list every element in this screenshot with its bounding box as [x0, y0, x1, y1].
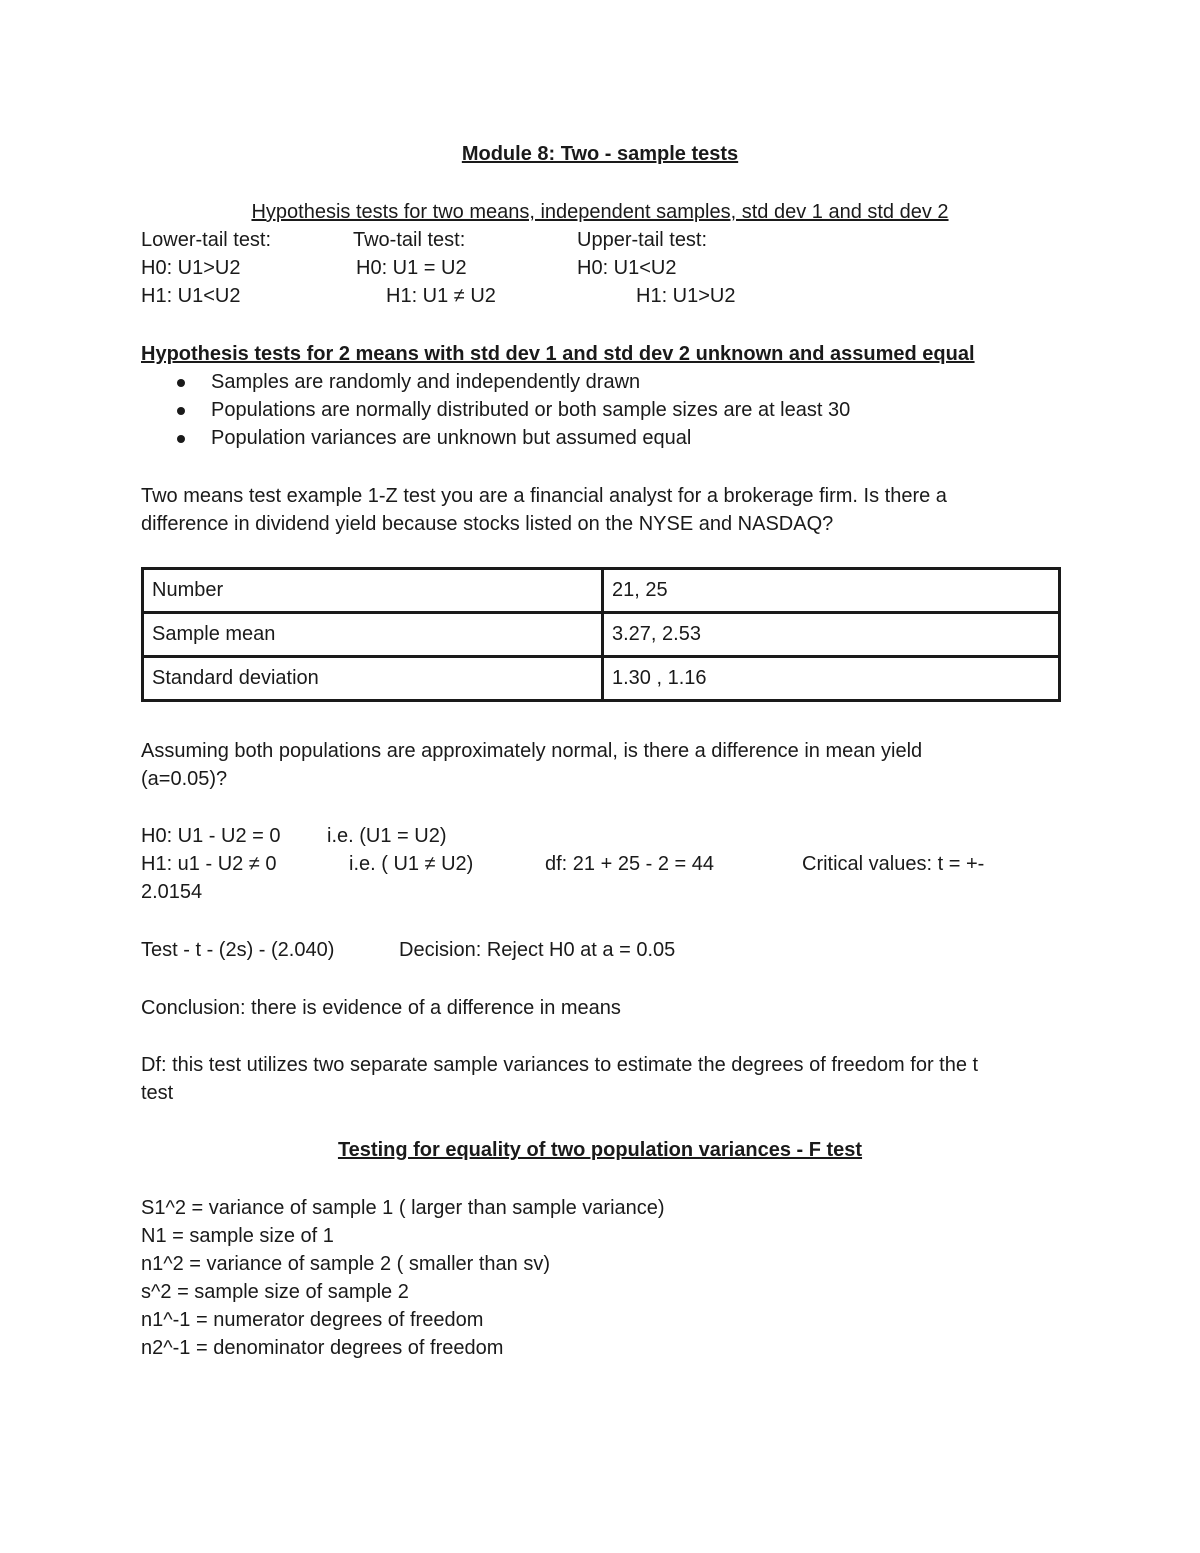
definition-line: n1^2 = variance of sample 2 ( smaller than sv) — [141, 1253, 551, 1275]
degrees-of-freedom: df: 21 + 25 - 2 = 44 — [545, 853, 715, 875]
bullet-icon — [177, 379, 185, 387]
two-tail-h1: H1: U1 ≠ U2 — [386, 285, 496, 307]
test-statistic: Test - t - (2s) - (2.040) — [141, 939, 335, 961]
df-note-line: test — [141, 1082, 174, 1104]
df-note-line: Df: this test utilizes two separate sample variances to estimate the degrees of freedom for the t — [141, 1054, 979, 1076]
bullet-item: Population variances are unknown but assumed equal — [211, 427, 692, 449]
lower-tail-h1: H1: U1<U2 — [141, 285, 241, 307]
table-row — [143, 657, 1060, 701]
table-row — [143, 613, 1060, 657]
page-title: Module 8: Two - sample tests — [461, 143, 739, 165]
table-row — [143, 569, 1060, 613]
bullet-item: Samples are randomly and independently drawn — [211, 371, 641, 393]
definition-line: n2^-1 = denominator degrees of freedom — [141, 1337, 504, 1359]
subtitle: Hypothesis tests for two means, independent samples, std dev 1 and std dev 2 — [251, 201, 949, 223]
table-cell-value: 21, 25 — [603, 569, 1060, 613]
lower-tail-label: Lower-tail test: — [141, 229, 272, 251]
question-line: Assuming both populations are approximately normal, is there a difference in mean yield — [141, 740, 923, 762]
section-heading-two-means: Hypothesis tests for 2 means with std dev 1 and std dev 2 unknown and assumed equal — [141, 343, 975, 365]
table-cell-value: 1.30 , 1.16 — [603, 657, 1060, 701]
bullet-icon — [177, 435, 185, 443]
upper-tail-h1: H1: U1>U2 — [636, 285, 736, 307]
decision: Decision: Reject H0 at a = 0.05 — [399, 939, 676, 961]
h1-statement: H1: u1 - U2 ≠ 0 — [141, 853, 277, 875]
two-tail-label: Two-tail test: — [353, 229, 466, 251]
bullet-item: Populations are normally distributed or both sample sizes are at least 30 — [211, 399, 851, 421]
conclusion: Conclusion: there is evidence of a difference in means — [141, 997, 621, 1019]
h0-statement: H0: U1 - U2 = 0 — [141, 825, 281, 847]
sample-statistics-table — [141, 567, 1061, 702]
h1-ie: i.e. ( U1 ≠ U2) — [349, 853, 474, 875]
example-intro-line: difference in dividend yield because stocks listed on the NYSE and NASDAQ? — [141, 513, 834, 535]
section-heading-f-test: Testing for equality of two population variances - F test — [337, 1139, 863, 1161]
example-intro-line: Two means test example 1-Z test you are a financial analyst for a brokerage firm. Is there a — [141, 485, 947, 507]
bullet-icon — [177, 407, 185, 415]
upper-tail-label: Upper-tail test: — [577, 229, 708, 251]
table-cell-value: 3.27, 2.53 — [603, 613, 1060, 657]
question-line: (a=0.05)? — [141, 768, 228, 790]
lower-tail-h0: H0: U1>U2 — [141, 257, 241, 279]
definition-line: n1^-1 = numerator degrees of freedom — [141, 1309, 484, 1331]
definition-line: N1 = sample size of 1 — [141, 1225, 334, 1247]
critical-values-cont: 2.0154 — [141, 881, 203, 903]
upper-tail-h0: H0: U1<U2 — [577, 257, 677, 279]
table-cell-label: Sample mean — [143, 613, 603, 657]
definition-line: s^2 = sample size of sample 2 — [141, 1281, 409, 1303]
two-tail-h0: H0: U1 = U2 — [356, 257, 467, 279]
h0-ie: i.e. (U1 = U2) — [327, 825, 447, 847]
table-cell-label: Number — [143, 569, 603, 613]
definition-line: S1^2 = variance of sample 1 ( larger than sample variance) — [141, 1197, 665, 1219]
critical-values: Critical values: t = +- — [802, 853, 985, 875]
table-cell-label: Standard deviation — [143, 657, 603, 701]
